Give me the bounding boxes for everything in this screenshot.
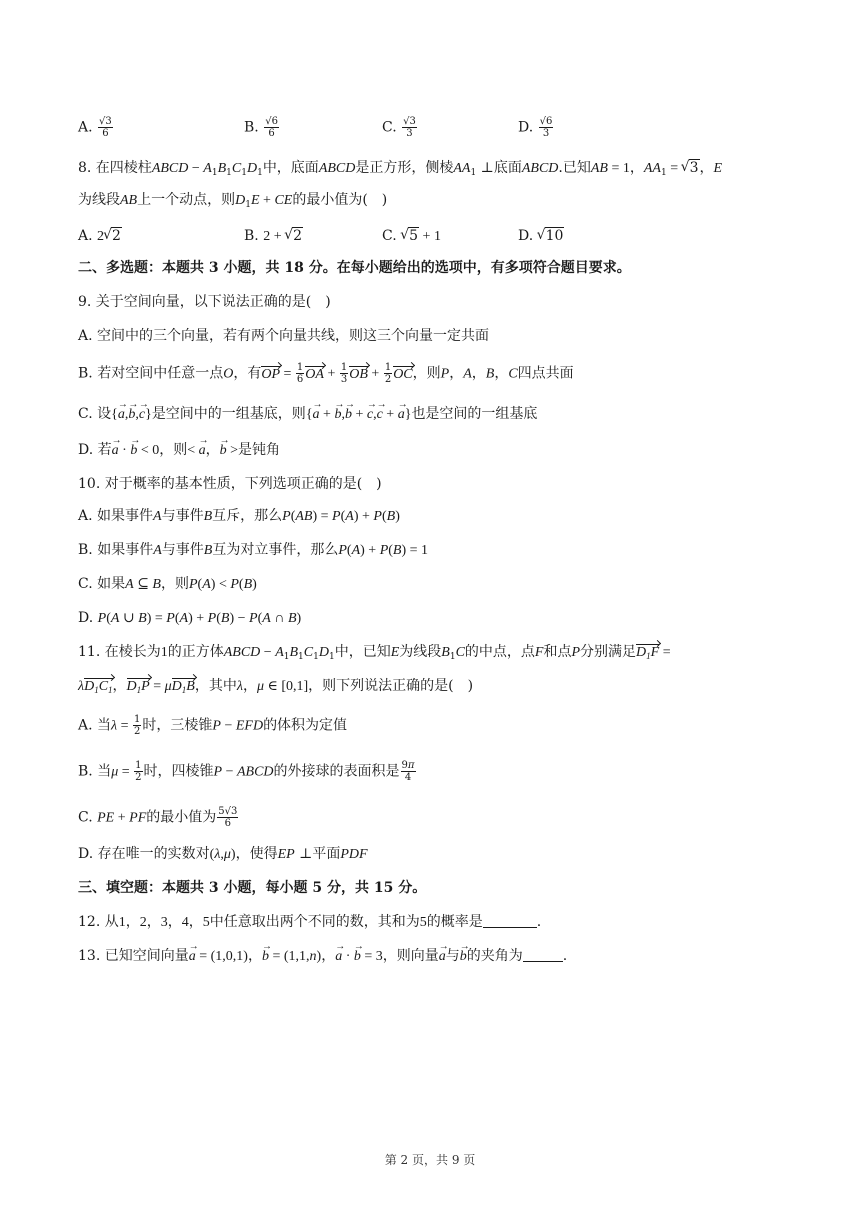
q9-stem: 9. 关于空间向量，以下说法正确的是( ) (78, 294, 331, 310)
q10-option-a: A. 如果事件A与事件B互斥，那么P(AB) = P(A) + P(B) (78, 508, 400, 524)
q12-answer-blank[interactable] (483, 913, 537, 928)
q7-options (78, 116, 778, 146)
q11-option-b: B. 当μ = $\frac{1}{2}$ 时，四棱锥P − ABCD的外接球的表面积是 $\frac{9\pi}{4}$ (78, 760, 415, 783)
q11-option-c: C. PE + PF的最小值为 $\frac{5√3}{6}$ (78, 806, 238, 829)
q11-stem-line2: $\lambda D_1C_1$，$D_1P = \mu D_1B$，其中λ，μ ∈ [0,1]，则下列说法正确的是( ) (78, 678, 474, 695)
page-footer: 第 2 页，共 9 页 (384, 1153, 476, 1167)
q11-option-d: D. 存在唯一的实数对(λ,μ)，使得EP ⊥平面PDF (78, 846, 368, 862)
q8-option-a: A. 2√ 2 (78, 226, 122, 247)
q13-answer-blank[interactable] (523, 947, 563, 962)
q8-option-c: C. √ 5 + 1 (382, 226, 441, 247)
q8-option-d: D. √ 10 (518, 226, 564, 246)
q13: 13. 已知空间向量a → = (1,0,1)，b → = (1,1,n)，a → · b → = 3，则向量a →与b →的夹角为 . (78, 946, 567, 967)
q9-option-a: A. 空间中的三个向量，若有两个向量共线，则这三个向量一定共面 (78, 328, 490, 344)
q7-option-a: A. $\frac{√3}{6}$ (78, 116, 112, 139)
section-2-heading: 二、多选题：本题共 3 小题，共 18 分。在每小题给出的选项中，有多项符合题目要求。 (78, 260, 631, 276)
q8-stem-line2: 为线段AB上一个动点，则$D_1E$ + CE的最小值为( ) (78, 192, 388, 210)
q9-option-d: D. 若a → · b → < 0，则< a →，b → >是钝角 (78, 440, 280, 461)
section-3-heading: 三、填空题：本题共 3 小题，每小题 5 分，共 15 分。 (78, 880, 427, 896)
q9-option-b: B. 若对空间中任意一点O，有OP = $\frac{1}{6}$ OA + $\frac{1}{3}$ OB + $\frac{1}{2}$ OC，则P，A，B，C四点共面 (78, 362, 574, 385)
q9-option-c: C. 设{a →,b →,c →}是空间中的一组基底，则{a → + b →,b → + c →,c → + a →}也是空间的一组基底 (78, 404, 537, 425)
q7-option-b: B. $\frac{√6}{6}$ (244, 116, 278, 139)
q10-stem: 10. 对于概率的基本性质，下列选项正确的是( ) (78, 476, 382, 492)
q8-stem-line1: 8. 在四棱柱ABCD − $A_1B_1C_1D_1$中，底面ABCD是正方形，侧棱$AA_1$ ⊥底面ABCD.已知AB = 1，$AA_1$ = √ 3，E (78, 158, 722, 179)
q12: 12. 从1，2，3，4，5中任意取出两个不同的数，其和为5的概率是 . (78, 914, 542, 930)
q8-option-b: B. 2 + √ 2 (244, 226, 303, 247)
q10-option-d: D. P(A ∪ B) = P(A) + P(B) − P(A ∩ B) (78, 610, 302, 626)
q11-option-a: A. 当λ = $\frac{1}{2}$ 时，三棱锥P − EFD的体积为定值 (78, 714, 348, 737)
q8-options (78, 226, 778, 248)
q11-stem-line1: 11. 在棱长为1的正方体ABCD − $A_1B_1C_1D_1$中，已知E为线段$B_1C$的中点，点F和点P分别满足$D_1F$ = (78, 644, 671, 662)
q7-option-d: D. $\frac{√6}{3}$ (518, 116, 553, 139)
q10-option-b: B. 如果事件A与事件B互为对立事件，那么P(A) + P(B) = 1 (78, 542, 429, 558)
q10-option-c: C. 如果A ⊆ B，则P(A) < P(B) (78, 576, 257, 592)
q7-option-c: C. $\frac{√3}{3}$ (382, 116, 416, 139)
